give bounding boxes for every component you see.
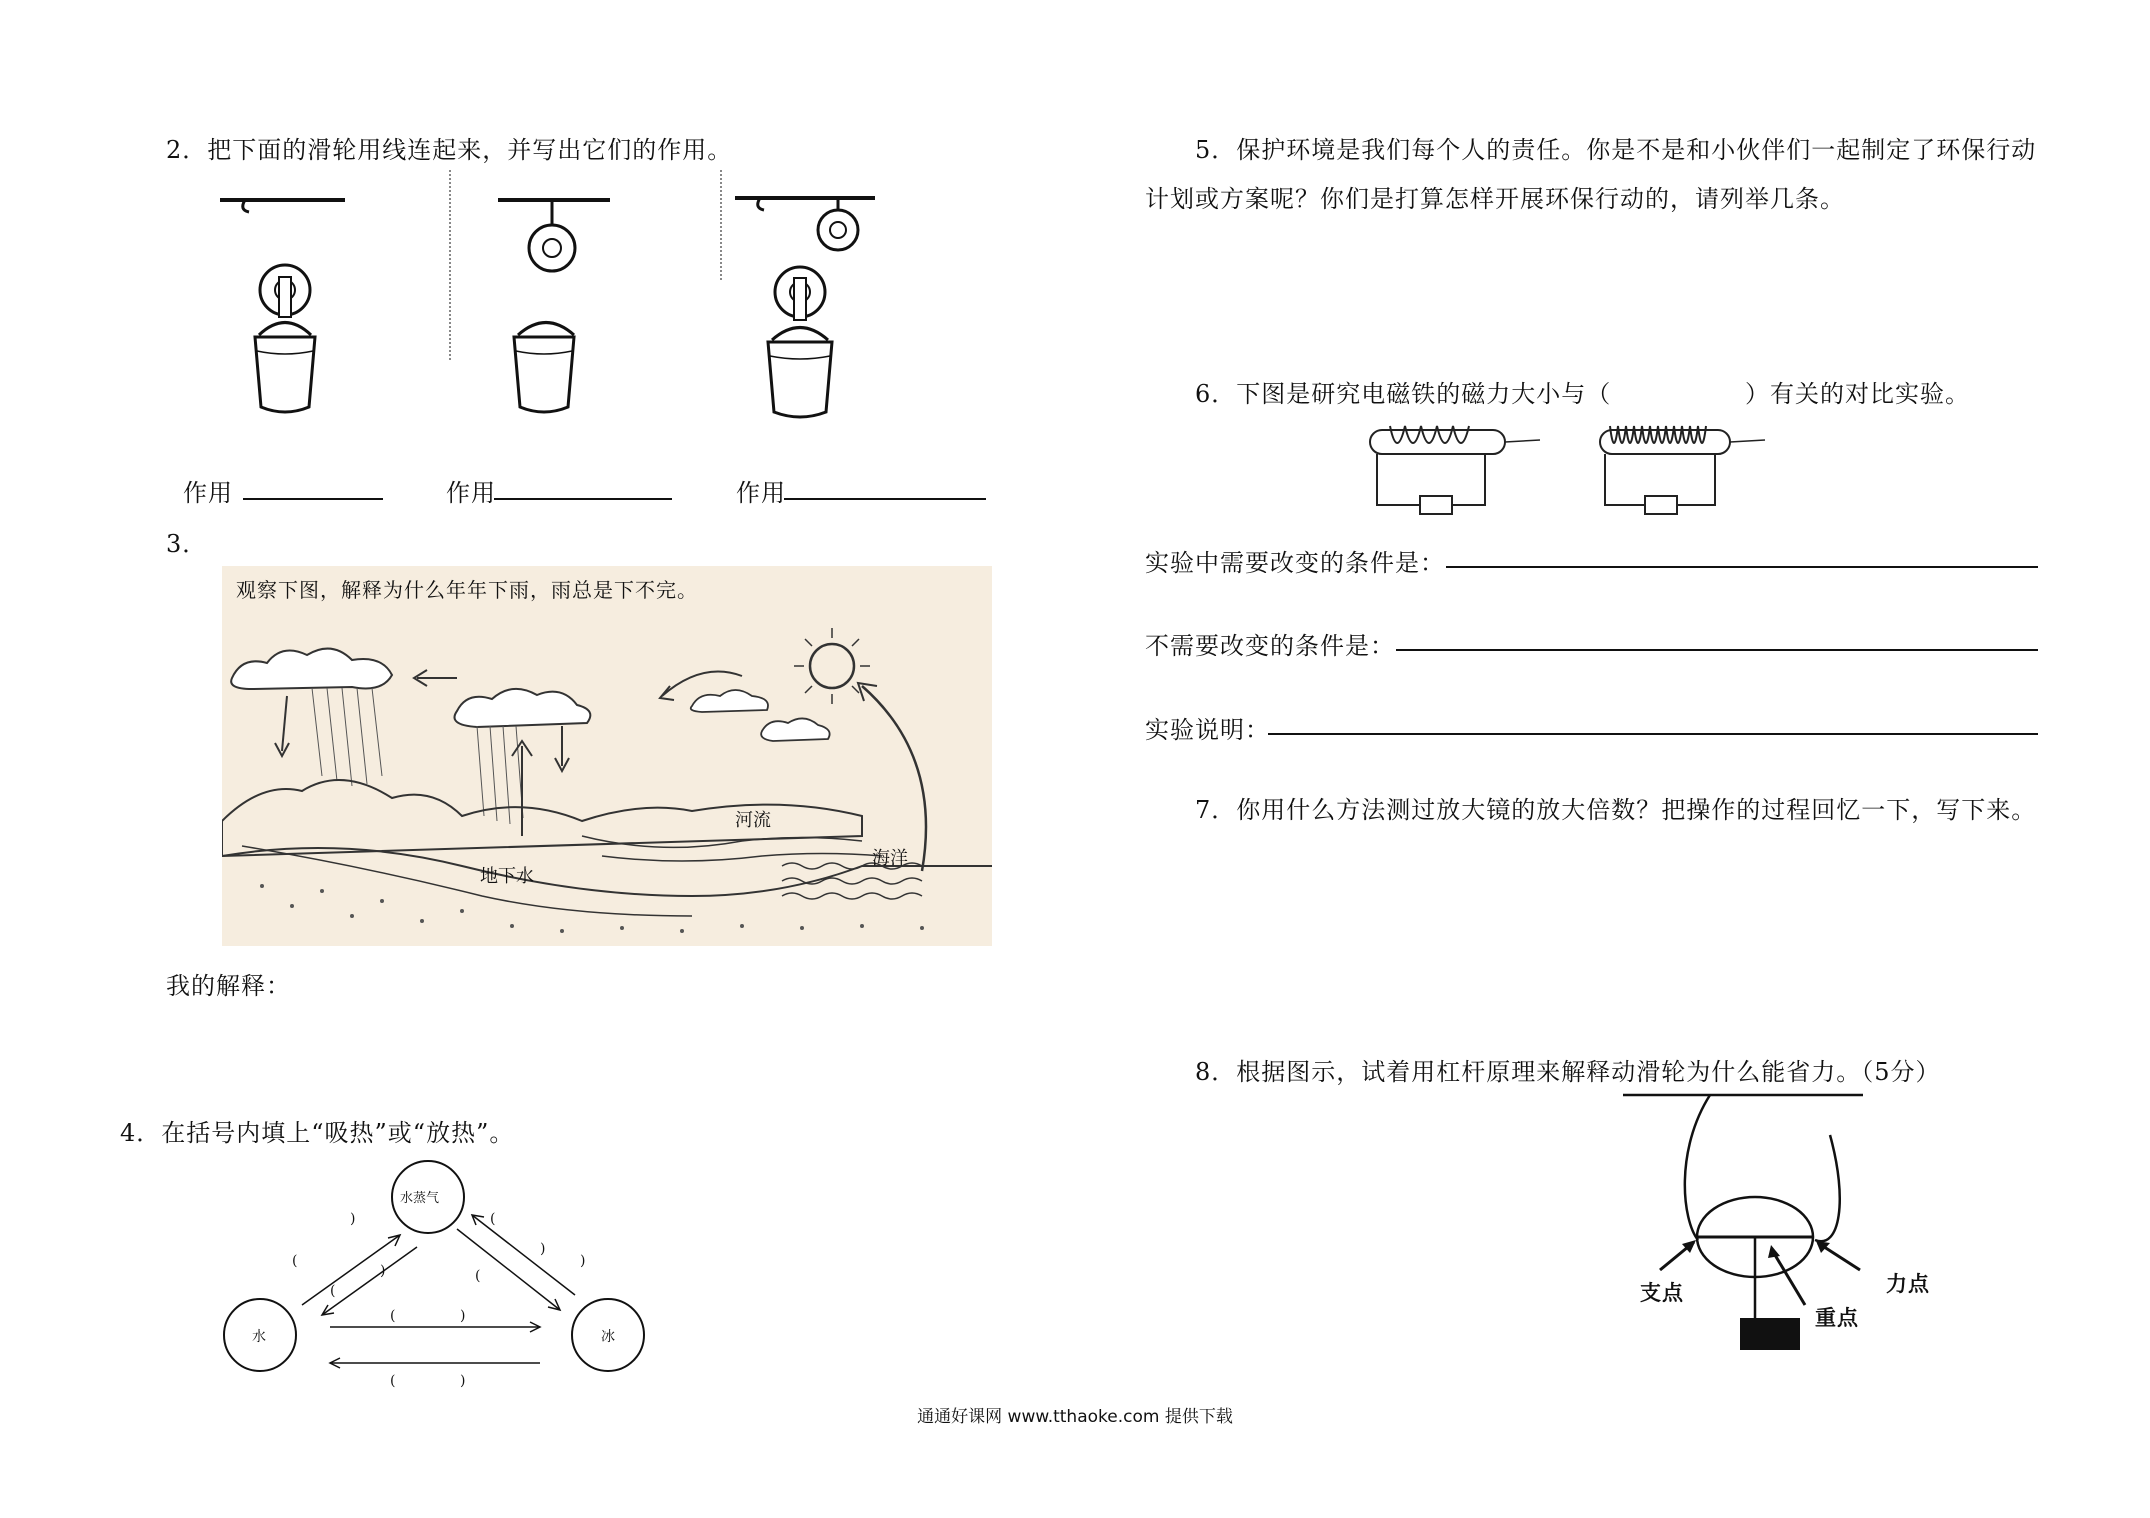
pulley-diagram-3 — [730, 180, 890, 430]
vapor-label: 水蒸气 — [400, 1191, 440, 1206]
electromagnet-diagram — [1365, 420, 1815, 540]
svg-text:(: ( — [390, 1308, 396, 1324]
q6-title-start: 6．下图是研究电磁铁的磁力大小与（ — [1195, 380, 1612, 408]
q6-keep-label: 不需要改变的条件是： — [1145, 632, 1395, 660]
effect-label-2: 作用 — [446, 479, 496, 507]
q7-title: 7．你用什么方法测过放大镜的放大倍数？把操作的过程回忆一下，写下来。 — [1195, 796, 2037, 824]
effort-label: 力点 — [1886, 1271, 1930, 1296]
pulley-diagram-1 — [215, 185, 355, 435]
q8-title: 8．根据图示，试着用杠杆原理来解释动滑轮为什么能省力。（5分） — [1195, 1058, 1941, 1086]
svg-text:(: ( — [330, 1283, 336, 1299]
water-cycle-image — [222, 566, 992, 946]
groundwater-label: 地下水 — [480, 866, 534, 887]
footer-text: 通通好课网 www.tthaoke.com 提供下载 — [917, 1407, 1233, 1427]
load-label: 重点 — [1815, 1305, 1859, 1330]
svg-text:): ) — [540, 1241, 546, 1257]
state-change-diagram — [220, 1155, 660, 1415]
q6-change-label: 实验中需要改变的条件是： — [1145, 549, 1445, 577]
ice-label: 冰 — [601, 1329, 616, 1345]
q6-note-answer-line[interactable] — [1268, 733, 2038, 735]
water-cycle-drawing — [222, 566, 992, 946]
svg-text:(: ( — [390, 1373, 396, 1389]
svg-text:): ) — [380, 1263, 386, 1279]
effect-label-3: 作用 — [736, 479, 786, 507]
pulley-diagram-2 — [490, 185, 640, 435]
svg-text:(: ( — [292, 1253, 298, 1269]
svg-text:(: ( — [490, 1211, 496, 1227]
water-cycle-caption: 观察下图，解释为什么年年下雨，雨总是下不完。 — [236, 578, 698, 602]
q4-title: 4．在括号内填上“吸热”或“放热”。 — [120, 1119, 515, 1147]
river-label: 河流 — [735, 810, 771, 831]
divider-1 — [449, 170, 451, 360]
svg-text:): ) — [460, 1308, 466, 1324]
q6-note-label: 实验说明： — [1145, 716, 1270, 744]
q5-line-2: 计划或方案呢？你们是打算怎样开展环保行动的，请列举几条。 — [1145, 185, 1845, 213]
svg-text:): ) — [350, 1211, 356, 1227]
svg-text:(: ( — [475, 1268, 481, 1284]
q3-number: 3． — [166, 530, 208, 558]
effect-answer-line-3[interactable] — [784, 498, 986, 500]
divider-2 — [720, 170, 722, 280]
q2-title: 2．把下面的滑轮用线连起来，并写出它们的作用。 — [166, 136, 733, 164]
q6-keep-answer-line[interactable] — [1396, 649, 2038, 651]
effect-answer-line-2[interactable] — [494, 498, 672, 500]
q5-line-1: 5．保护环境是我们每个人的责任。你是不是和小伙伴们一起制定了环保行动 — [1195, 136, 2037, 164]
water-label: 水 — [252, 1329, 267, 1345]
q6-title-end: ）有关的对比实验。 — [1745, 380, 1970, 408]
q3-answer-prompt: 我的解释： — [166, 972, 291, 1000]
q6-change-answer-line[interactable] — [1446, 566, 2038, 568]
sun-icon — [794, 628, 870, 704]
effect-label-1: 作用 — [183, 479, 233, 507]
ocean-label: 海洋 — [872, 848, 908, 869]
svg-text:): ) — [460, 1373, 466, 1389]
svg-text:): ) — [580, 1253, 586, 1269]
fulcrum-label: 支点 — [1640, 1280, 1684, 1305]
effect-answer-line-1[interactable] — [243, 498, 383, 500]
